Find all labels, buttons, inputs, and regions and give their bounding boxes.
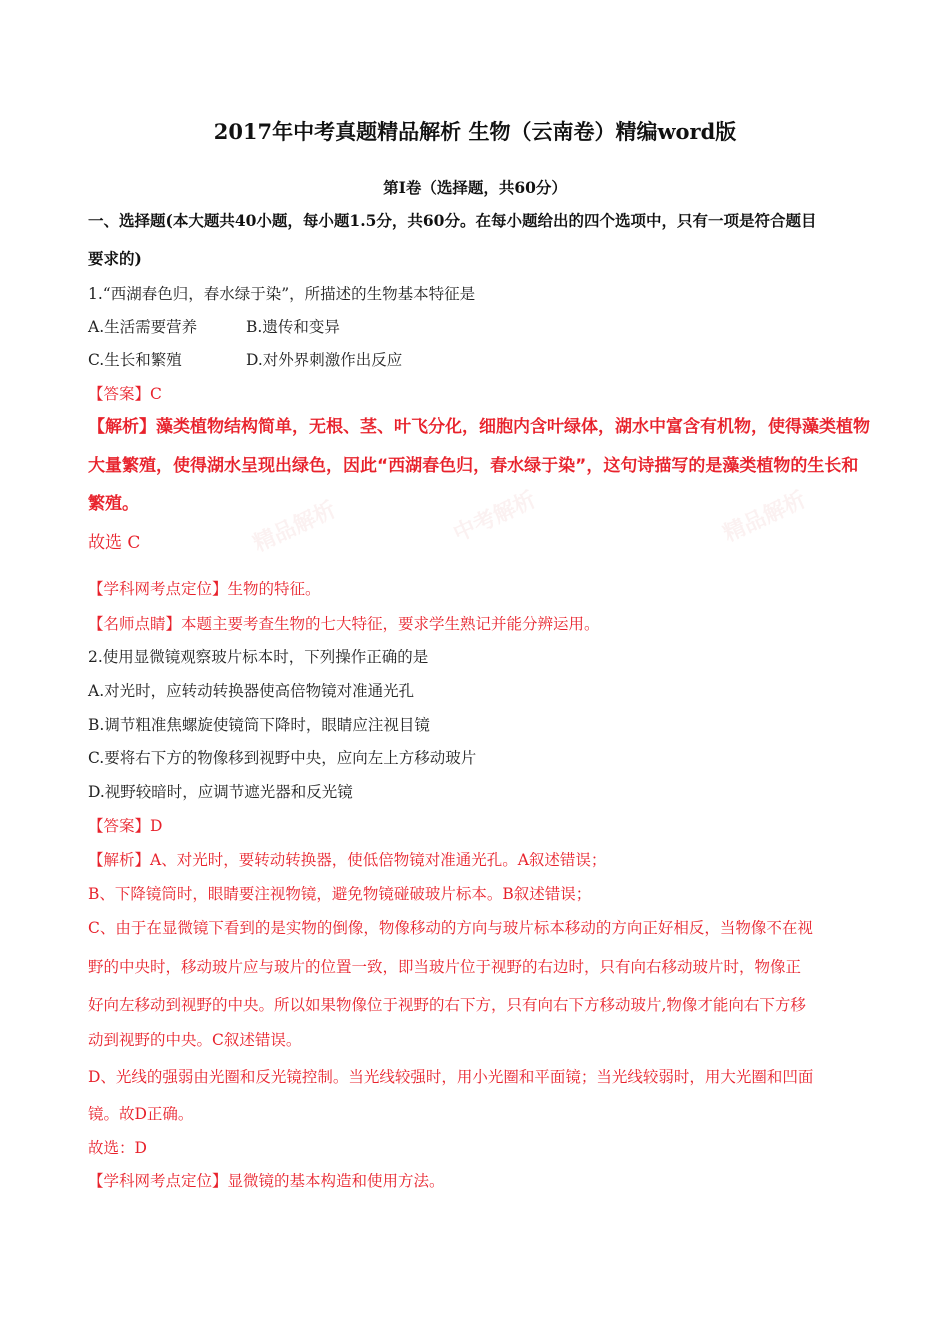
section-heading-line-2: 要求的)	[88, 249, 142, 268]
q1-analysis-line-3: 繁殖。	[88, 494, 139, 514]
q2-analysis-line-4: 野的中央时，移动玻片应与玻片的位置一致，即当玻片位于视野的右边时，只有向右移动玻片时，物像正	[88, 958, 802, 976]
q2-analysis-line-3: C、由于在显微镜下看到的是实物的倒像，物像移动的方向与玻片标本移动的方向正好相反，当物像不在视	[88, 919, 813, 937]
q2-option-b: B.调节粗准焦螺旋使镜筒下降时，眼睛应注视目镜	[88, 716, 430, 734]
watermark-1: 精品解析	[249, 496, 341, 558]
q1-analysis-line-1: 【解析】藻类植物结构简单，无根、茎、叶飞分化，细胞内含叶绿体，湖水中富含有机物，使得藻类植物	[88, 417, 870, 437]
q2-analysis-line-2: B、下降镜筒时，眼睛要注视物镜，避免物镜碰破玻片标本。B叙述错误；	[88, 885, 592, 903]
section-heading-line-1: 一、选择题(本大题共40小题，每小题1.5分，共60分。在每小题给出的四个选项中，只有一项是符合题目	[88, 211, 817, 230]
volume-subtitle: 第Ⅰ卷（选择题，共60分）	[383, 178, 567, 197]
q1-option-a: A.生活需要营养	[88, 318, 198, 336]
q1-option-d: D.对外界刺激作出反应	[246, 351, 403, 369]
watermark-2: 中考解析	[449, 486, 541, 548]
q2-option-a: A.对光时，应转动转换器使高倍物镜对准通光孔	[88, 682, 415, 700]
q2-analysis-line-7: D、光线的强弱由光圈和反光镜控制。当光线较强时，用小光圈和平面镜；当光线较弱时，用大光圈和凹面	[88, 1068, 814, 1086]
watermark-3: 精品解析	[719, 486, 811, 548]
q1-answer: 【答案】C	[88, 385, 162, 403]
q2-choose: 故选：D	[88, 1139, 147, 1157]
q1-analysis-line-2: 大量繁殖，使得湖水呈现出绿色，因此“西湖春色归，春水绿于染”，这句诗描写的是藻类植物的生长和	[88, 456, 859, 476]
q1-option-c: C.生长和繁殖	[88, 351, 182, 369]
q1-knowledge-point: 【学科网考点定位】生物的特征。	[88, 580, 321, 598]
q2-analysis-line-6: 动到视野的中央。C叙述错误。	[88, 1031, 302, 1049]
q1-option-b: B.遗传和变异	[246, 318, 340, 336]
q1-choose: 故选 C	[88, 533, 141, 553]
q2-stem: 2.使用显微镜观察玻片标本时，下列操作正确的是	[88, 648, 429, 666]
q2-option-c: C.要将右下方的物像移到视野中央，应向左上方移动玻片	[88, 749, 477, 767]
q2-option-d: D.视野较暗时，应调节遮光器和反光镜	[88, 783, 353, 801]
q1-teacher-comment: 【名师点睛】本题主要考查生物的七大特征，要求学生熟记并能分辨运用。	[88, 615, 600, 633]
q2-answer: 【答案】D	[88, 817, 163, 835]
q2-knowledge-point: 【学科网考点定位】显微镜的基本构造和使用方法。	[88, 1172, 445, 1190]
q2-analysis-line-8: 镜。故D正确。	[88, 1105, 194, 1123]
page-title: 2017年中考真题精品解析 生物（云南卷）精编word版	[213, 119, 737, 144]
q2-analysis-line-1: 【解析】A、对光时，要转动转换器，使低倍物镜对准通光孔。A叙述错误；	[88, 851, 607, 869]
q2-analysis-line-5: 好向左移动到视野的中央。所以如果物像位于视野的右下方，只有向右下方移动玻片,物像才能向右下方移	[88, 996, 806, 1014]
q1-stem: 1.“西湖春色归，春水绿于染”，所描述的生物基本特征是	[88, 285, 476, 303]
